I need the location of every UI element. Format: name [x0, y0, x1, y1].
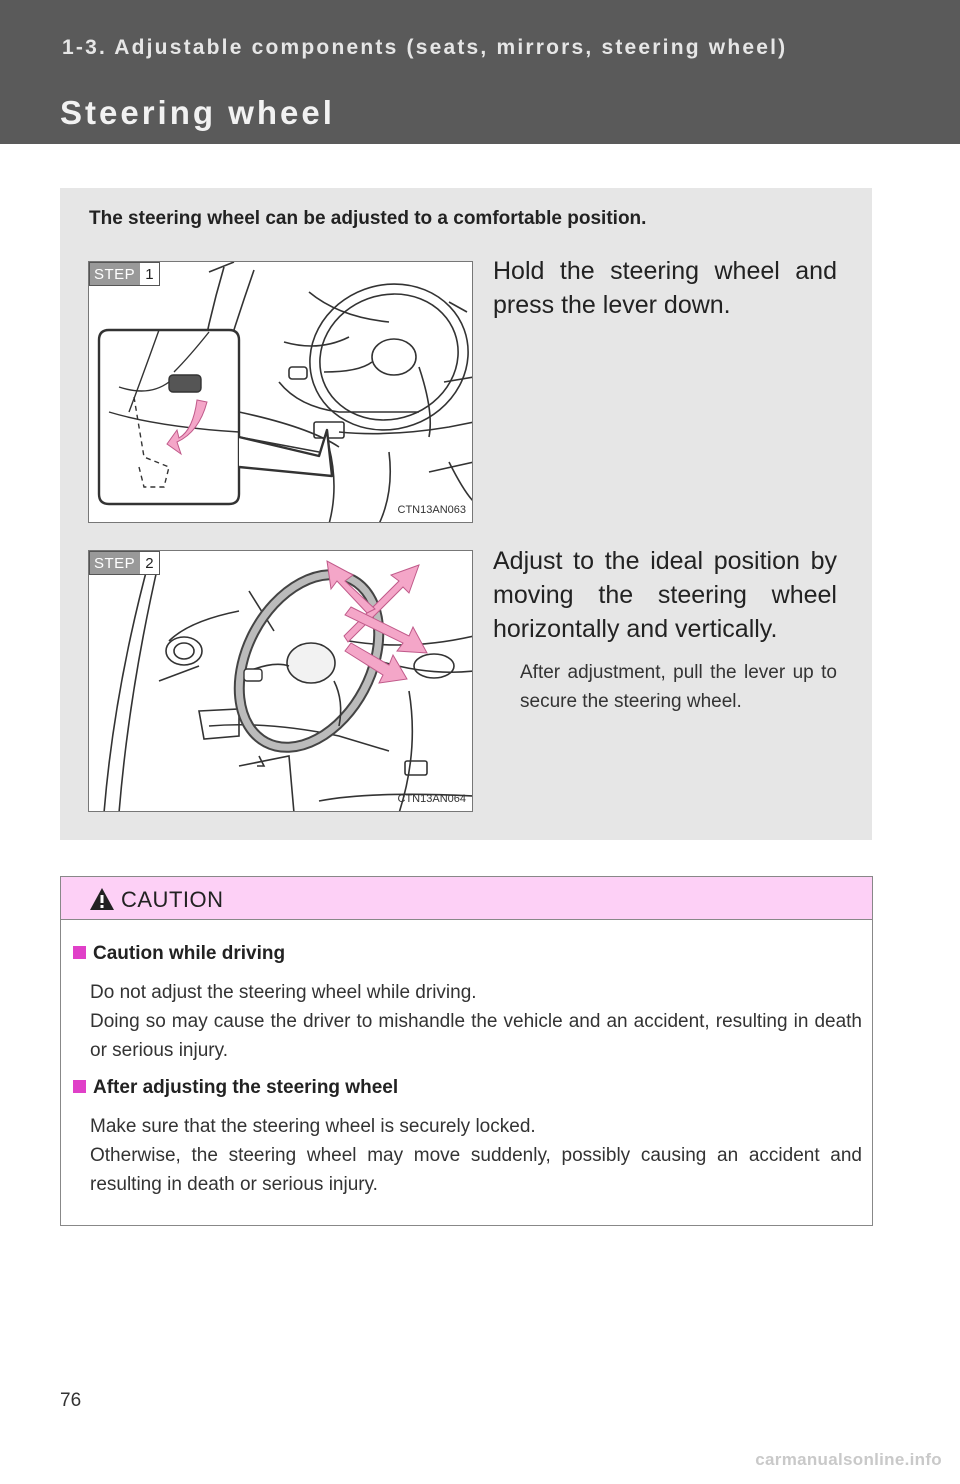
- caution-heading: [73, 943, 285, 965]
- step-number: 2: [145, 555, 154, 572]
- caution-body: [90, 978, 862, 1065]
- step-2-text: Adjust to the ideal position by moving the steering wheel horizontally and vertically.: [493, 547, 837, 643]
- caution-line: Do not adjust the steering wheel while driving.: [90, 982, 477, 1003]
- steering-adjustment-drawing: [89, 551, 473, 812]
- step-badge: [89, 551, 160, 575]
- step-badge: [89, 262, 160, 286]
- step-2-illustration: [88, 550, 473, 812]
- watermark: carmanualsonline.info: [755, 1450, 942, 1469]
- intro-text: The steering wheel can be adjusted to a comfortable position.: [89, 208, 647, 229]
- caution-heading-text: After adjusting the steering wheel: [93, 1077, 399, 1098]
- step-2-note: After adjustment, pull the lever up to secure the steering wheel.: [520, 662, 837, 712]
- caution-line: Make sure that the steering wheel is securely locked.: [90, 1116, 536, 1137]
- page-header: [0, 0, 960, 144]
- caution-heading: [73, 1077, 398, 1099]
- caution-box: [60, 876, 873, 1226]
- step-number: 1: [145, 266, 154, 283]
- section-title: 1-3. Adjustable components (seats, mirrors, steering wheel): [62, 36, 788, 59]
- step-1-text: Hold the steering wheel and press the lever down.: [493, 257, 837, 319]
- figure-code: CTN13AN063: [397, 504, 466, 516]
- page-title: Steering wheel: [60, 94, 335, 131]
- steering-lever-drawing: [89, 262, 473, 523]
- square-bullet-icon: [73, 1080, 86, 1093]
- caution-line: Doing so may cause the driver to mishandle the vehicle and an accident, resulting in death or serious injury.: [90, 1011, 862, 1061]
- step-label: STEP: [90, 552, 140, 574]
- square-bullet-icon: [73, 946, 86, 959]
- caution-label: CAUTION: [121, 887, 224, 912]
- caution-heading-text: Caution while driving: [93, 943, 286, 964]
- caution-header: [61, 877, 872, 920]
- instructions-panel: [60, 188, 872, 840]
- figure-code: CTN13AN064: [397, 793, 466, 805]
- step-1-illustration: [88, 261, 473, 523]
- caution-body: [90, 1112, 862, 1199]
- warning-icon: [89, 887, 115, 911]
- step-label: STEP: [90, 263, 140, 285]
- page-number: 76: [60, 1390, 82, 1411]
- caution-line: Otherwise, the steering wheel may move suddenly, possibly causing an accident and resulting in death or serious injury.: [90, 1145, 862, 1195]
